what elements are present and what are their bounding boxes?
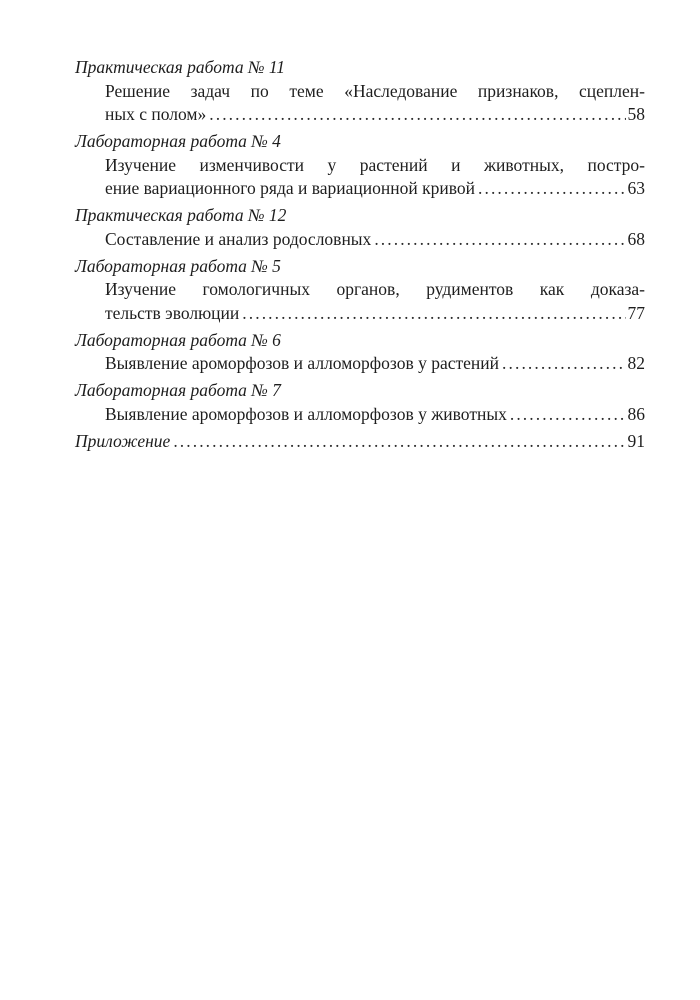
page-number: 58: [627, 104, 645, 124]
dot-leader: [510, 403, 626, 427]
entry-text: Составление и анализ родословных: [105, 228, 372, 249]
toc-entry: [75, 130, 645, 201]
toc-leader-line: [75, 430, 645, 454]
toc-leader-line: [75, 352, 645, 376]
dot-leader: [478, 177, 626, 201]
dot-leader: [242, 302, 625, 326]
page-number: 91: [627, 430, 645, 451]
dot-leader: [209, 103, 625, 127]
toc-leader-line: [75, 228, 645, 252]
entry-text: Выявление ароморфозов и алломорфозов у животных: [105, 403, 507, 424]
entry-title: Приложение: [75, 430, 171, 451]
toc-entry: [75, 56, 645, 127]
dot-leader: [173, 430, 625, 454]
toc-leader-line: [75, 103, 645, 127]
entry-text: ение вариационного ряда и вариационной кривой: [105, 178, 475, 198]
toc-entry: [75, 430, 645, 454]
toc-leader-line: [75, 403, 645, 427]
toc-entry: [75, 204, 645, 251]
entry-text: ных с полом»: [105, 104, 207, 124]
page-number: 82: [627, 353, 645, 373]
entry-title: Лабораторная работа № 4: [75, 131, 281, 151]
entry-title: Практическая работа № 12: [75, 205, 287, 225]
entry-title: Лабораторная работа № 7: [75, 380, 281, 400]
page-number: 77: [627, 302, 645, 323]
entry-title: Лабораторная работа № 5: [75, 255, 281, 276]
entry-title: Практическая работа № 11: [75, 57, 286, 77]
entry-body-line: Решение задач по теме «Наследование признаков, сцеплен-: [105, 80, 645, 101]
entry-title: Лабораторная работа № 6: [75, 329, 281, 350]
toc-entry: [75, 329, 645, 376]
entry-text: Выявление ароморфозов и алломорфозов у растений: [105, 353, 500, 373]
toc-leader-line: [75, 302, 645, 326]
toc-leader-line: [75, 177, 645, 201]
toc-list: [75, 56, 645, 453]
page-number: 68: [627, 228, 645, 249]
entry-body-line: Изучение изменчивости у растений и животных, постро-: [105, 154, 645, 175]
page-number: 63: [627, 178, 645, 198]
page-number: 86: [627, 403, 645, 424]
toc-entry: [75, 379, 645, 426]
entry-text: тельств эволюции: [105, 302, 240, 323]
entry-body-line: Изучение гомологичных органов, рудиментов как доказа-: [105, 279, 645, 299]
toc-entry: [75, 255, 645, 326]
dot-leader: [502, 352, 625, 376]
dot-leader: [374, 228, 625, 252]
